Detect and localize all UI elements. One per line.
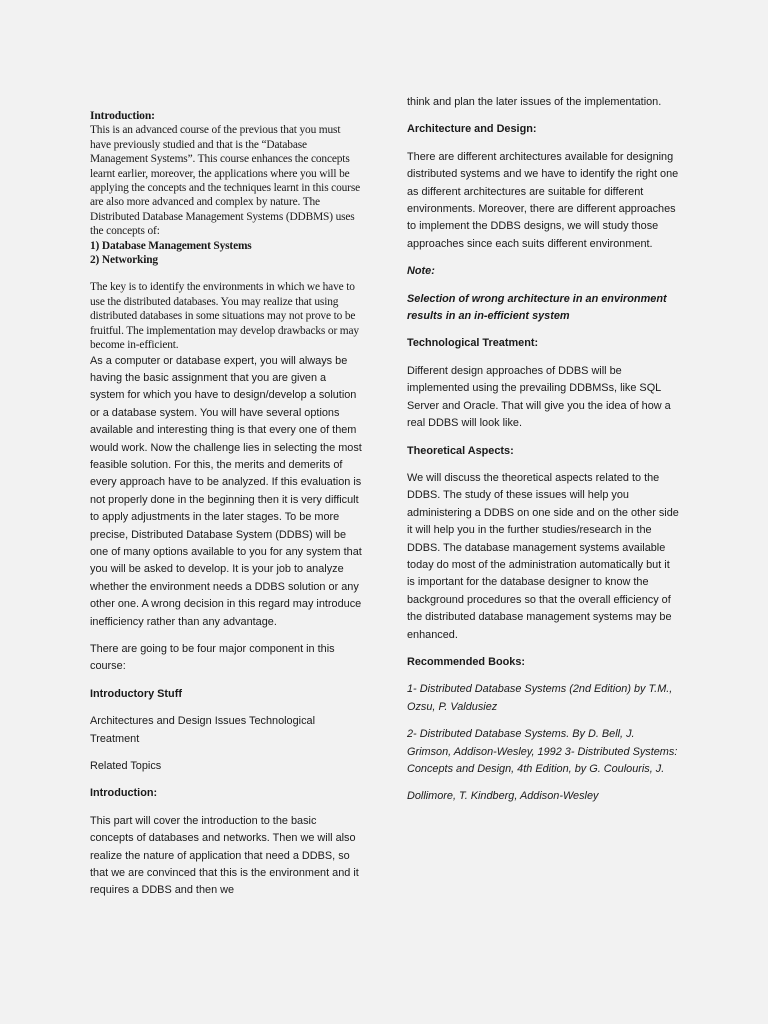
continued-paragraph: think and plan the later issues of the implementation. — [407, 96, 662, 108]
introductory-stuff-heading: Introductory Stuff — [90, 687, 182, 700]
key-paragraph-serif: The key is to identify the environments in which we have to use the distributed databases. You may realize that using distributed databases in some situations may not prove to be fruitful. The implementation may develop drawbacks or may become in-efficient. — [90, 281, 359, 352]
books-heading: Recommended Books: — [407, 655, 526, 668]
key-paragraph-continued: As a computer or database expert, you will always be having the basic assignment that you are given a system for which you have to design/develop a solution or a database system. You will have several options available and interesting thing is that every one of them would work. Now the challenge lies in selecting the most feasible solution. For this, the merits and demerits of every approach have to be analyzed. If this evaluation is not properly done in the beginning then it is very difficult to apply adjustments in the later stages. To be more precise, Distributed Database System (DDBS) will be one of many options available to you for any system that you will be asked to develop. It is your job to analyze whether the environment needs a DDBS solution or any other one. A wrong decision in this regard may introduce inefficiency rather than any advantage. — [90, 354, 362, 628]
arch-paragraph: There are different architectures available for designing distributed systems and we have to identify the right one as different architectures are suitable for different environments. Moreover, there are different approaches to implement the DDBS designs, we will study those approaches since each suits different environment. — [407, 150, 679, 250]
related-topics-line: Related Topics — [90, 760, 162, 773]
intro2-paragraph: This part will cover the introduction to the basic concepts of databases and networks. Then we will also realize the nature of application that need a DDBS, so that we are convinced that this is the environment and it requires a DDBS and then we — [90, 814, 359, 897]
book-item-1: 1- Distributed Database Systems (2nd Edition) by T.M., Ozsu, P. Valdusiez — [407, 683, 673, 713]
tech-paragraph: Different design approaches of DDBS will be implemented using the prevailing DDBMSs, like SQL Server and Oracle. That will give you the idea of how a real DDBS will look like. — [407, 364, 671, 430]
right-column — [407, 94, 679, 816]
concept-item-2: 2) Networking — [90, 254, 158, 267]
theory-paragraph: We will discuss the theoretical aspects related to the DDBS. The study of these issues will help you administering a DDBS on one side and on the other side it will help you in the further studies/research in the DDBS. The database management systems available today do most of the administration automatically but it is important for the database designer to know the background procedures so that the overall efficiency of the distributed database management systems may be enhanced. — [407, 471, 679, 641]
book-item-2: 2- Distributed Database Systems. By D. Bell, J. Grimson, Addison-Wesley, 1992 3- Distributed Systems: Concepts and Design, 4th Edition, by G. Coulouris, J. — [407, 728, 678, 775]
theory-heading: Theoretical Aspects: — [407, 444, 514, 457]
intro-heading: Introduction: — [90, 109, 155, 122]
components-paragraph: There are going to be four major component in this course: — [90, 643, 335, 673]
intro-section — [90, 109, 362, 353]
note-paragraph: Selection of wrong architecture in an environment results in an in-efficient system — [407, 292, 667, 323]
note-heading: Note: — [407, 265, 435, 278]
arch-tech-line: Architectures and Design Issues Technological Treatment — [90, 715, 315, 745]
concept-item-1: 1) Database Management Systems — [90, 239, 252, 252]
left-sans-section — [90, 353, 362, 900]
intro2-heading: Introduction: — [90, 787, 158, 800]
left-column — [90, 109, 362, 910]
intro-paragraph: This is an advanced course of the previous that you must have previously studied and that is the “Database Management Systems”. This course enhances the concepts learnt earlier, moreover, the applications where you will be applying the concepts and the techniques learnt in this course are also more advanced and complex by nature. The Distributed Database Management Systems (DDBMS) uses the concepts of: — [90, 124, 361, 238]
book-item-3: Dollimore, T. Kindberg, Addison-Wesley — [407, 790, 599, 803]
tech-heading: Technological Treatment: — [407, 337, 539, 350]
arch-heading: Architecture and Design: — [407, 123, 537, 136]
